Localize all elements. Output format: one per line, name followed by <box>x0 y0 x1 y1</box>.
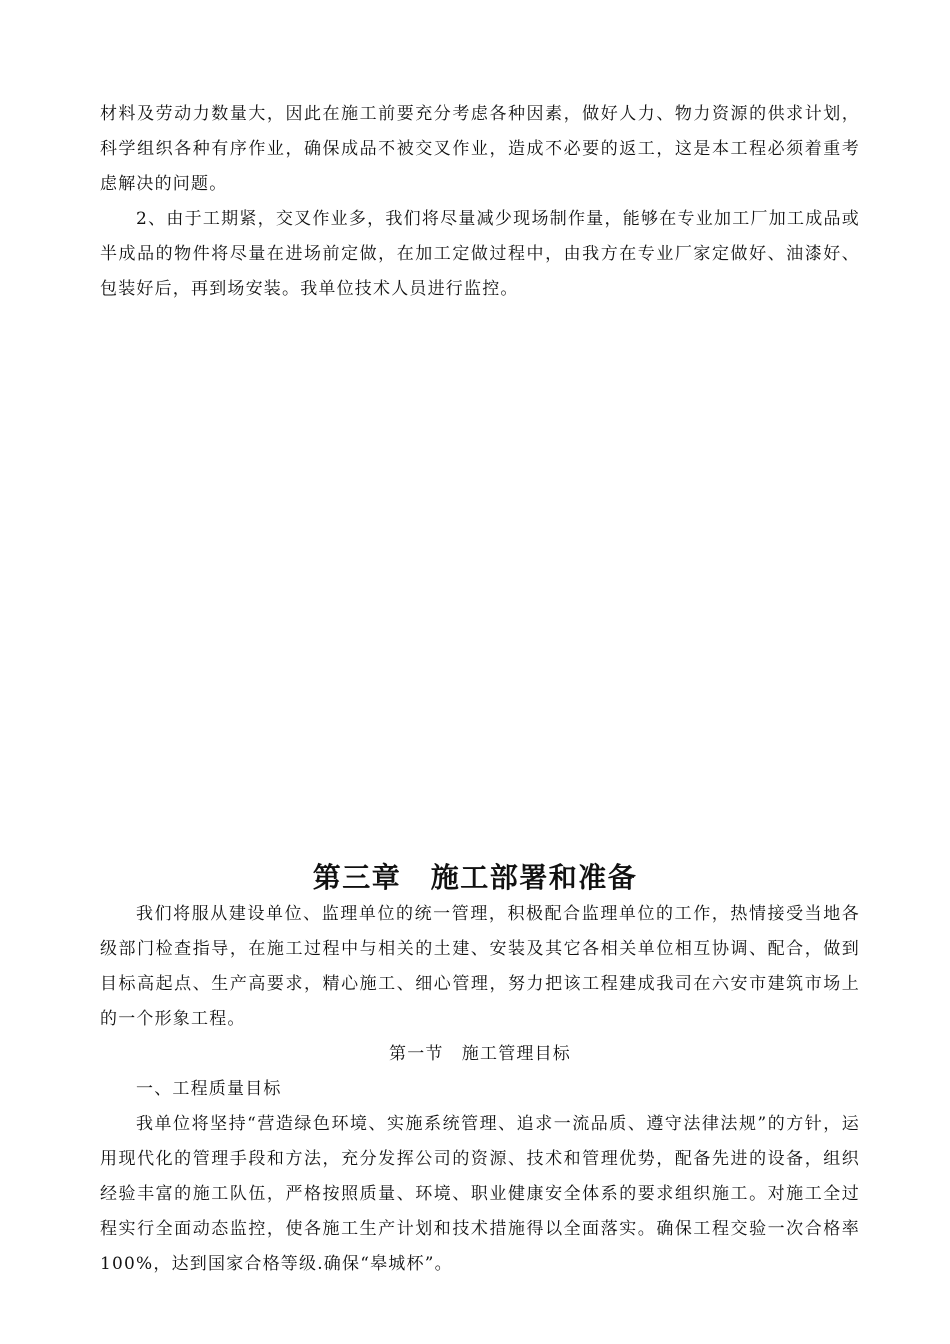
chapter-body <box>100 897 860 1282</box>
paragraph-prefabrication: 2、由于工期紧，交叉作业多，我们将尽量减少现场制作量，能够在专业加工厂加工成品或半成品的物件将尽量在进场前定做，在加工定做过程中，由我方在专业厂家定做好、油漆好、包装好后，再到场安装。我单位技术人员进行监控。 <box>100 209 860 299</box>
paragraph-materials-labor: 材料及劳动力数量大，因此在施工前要充分考虑各种因素，做好人力、物力资源的供求计划，科学组织各种有序作业，确保成品不被交叉作业，造成不必要的返工，这是本工程必须着重考虑解决的问题。 <box>100 104 860 194</box>
chapter-title: 第三章 施工部署和准备 <box>312 861 638 894</box>
chapter-intro-paragraph: 我们将服从建设单位、监理单位的统一管理，积极配合监理单位的工作，热情接受当地各级部门检查指导，在施工过程中与相关的土建、安装及其它各相关单位相互协调、配合，做到目标高起点、生产高要求，精心施工、细心管理，努力把该工程建成我司在六安市建筑市场上的一个形象工程。 <box>100 904 860 1029</box>
section-title: 第一节 施工管理目标 <box>389 1044 571 1064</box>
continued-text-block <box>100 97 860 307</box>
sub-heading-quality-goal: 一、工程质量目标 <box>136 1079 282 1099</box>
quality-goal-paragraph: 我单位将坚持“营造绿色环境、实施系统管理、追求一流品质、遵守法律法规”的方针，运用现代化的管理手段和方法，充分发挥公司的资源、技术和管理优势，配备先进的设备，组织经验丰富的施工队伍，严格按照质量、环境、职业健康安全体系的要求组织施工。对施工全过程实行全面动态监控，使各施工生产计划和技术措施得以全面落实。确保工程交验一次合格率100%，达到国家合格等级.确保“皋城杯”。 <box>100 1114 860 1274</box>
